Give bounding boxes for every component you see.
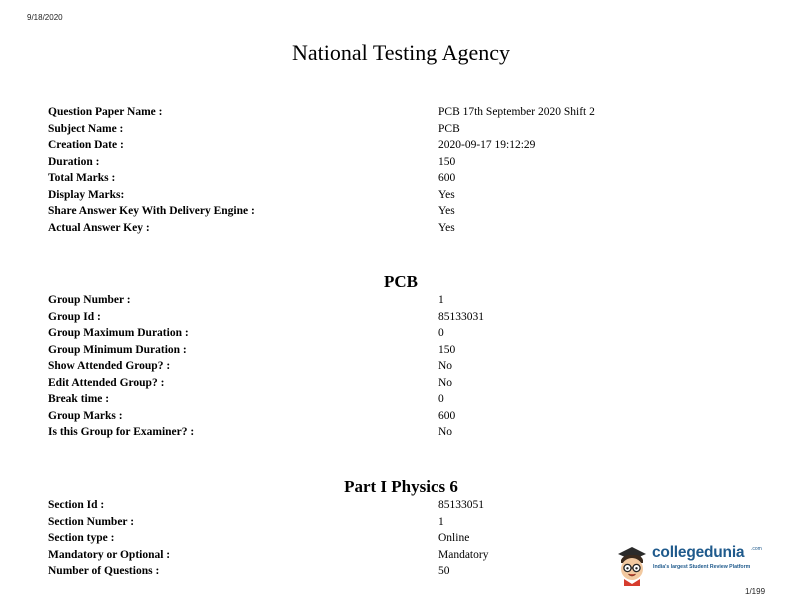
info-value: PCB 17th September 2020 Shift 2 [438, 106, 595, 118]
info-label: Group Maximum Duration : [48, 327, 189, 339]
info-row [0, 393, 792, 410]
info-label: Mandatory or Optional : [48, 548, 171, 561]
info-label: Break time : [48, 393, 110, 405]
info-row [0, 426, 792, 443]
info-label: Edit Attended Group? : [48, 376, 165, 389]
print-date: 9/18/2020 [27, 13, 63, 22]
info-row [0, 311, 792, 328]
info-value: No [438, 360, 453, 372]
info-row [0, 123, 792, 140]
info-value: No [438, 376, 453, 389]
info-value: 600 [438, 409, 456, 422]
info-label: Total Marks : [48, 172, 116, 184]
info-value: Online [438, 532, 470, 544]
info-row [0, 172, 792, 189]
info-value: 1 [438, 294, 444, 306]
info-value: 85133031 [438, 310, 484, 323]
info-label: Subject Name : [48, 122, 124, 135]
info-label: Show Attended Group? : [48, 360, 171, 372]
info-row [0, 516, 792, 533]
info-label: Group Marks : [48, 409, 123, 422]
info-row [0, 156, 792, 173]
info-label: Group Minimum Duration : [48, 343, 187, 356]
page-title: National Testing Agency [291, 40, 510, 65]
info-row [0, 189, 792, 206]
info-label: Number of Questions : [48, 565, 160, 577]
info-row [0, 222, 792, 239]
section-heading: Part I Physics 6 [344, 477, 458, 496]
info-value: 1 [438, 515, 444, 528]
info-label: Section Id : [48, 499, 105, 511]
logo-tld: .com [751, 546, 762, 552]
info-label: Question Paper Name : [48, 106, 163, 118]
info-value: 50 [438, 565, 450, 577]
logo-wordmark: collegedunia [652, 544, 745, 561]
info-label: Creation Date : [48, 139, 124, 151]
info-value: 0 [438, 327, 444, 339]
info-label: Actual Answer Key : [48, 221, 150, 234]
info-label: Section type : [48, 532, 115, 544]
info-value: Yes [438, 188, 455, 201]
info-row [0, 344, 792, 361]
group-info-block [0, 294, 792, 443]
info-value: 0 [438, 393, 444, 405]
info-row [0, 294, 792, 311]
info-row [0, 410, 792, 427]
info-value: 150 [438, 343, 456, 356]
info-value: 2020-09-17 19:12:29 [438, 139, 536, 151]
info-label: Display Marks: [48, 188, 125, 201]
info-value: PCB [438, 122, 460, 135]
info-label: Share Answer Key With Delivery Engine : [48, 205, 255, 217]
info-value: 85133051 [438, 499, 484, 511]
info-row [0, 139, 792, 156]
info-row [0, 360, 792, 377]
group-heading: PCB [384, 272, 418, 291]
info-row [0, 327, 792, 344]
info-label: Group Number : [48, 294, 131, 306]
info-value: No [438, 426, 453, 438]
info-row [0, 106, 792, 123]
page-number: 1/199 [745, 587, 766, 596]
info-value: 600 [438, 172, 456, 184]
info-label: Is this Group for Examiner? : [48, 426, 195, 438]
info-value: Yes [438, 205, 455, 217]
info-row [0, 205, 792, 222]
collegedunia-logo [612, 542, 762, 586]
info-label: Group Id : [48, 310, 101, 323]
info-value: Mandatory [438, 548, 489, 561]
student-mascot-icon [612, 542, 652, 586]
info-row [0, 499, 792, 516]
info-row [0, 377, 792, 394]
paper-info-block [0, 106, 792, 238]
info-value: 150 [438, 155, 456, 168]
info-label: Duration : [48, 155, 100, 168]
info-label: Section Number : [48, 515, 135, 528]
info-value: Yes [438, 221, 455, 234]
logo-tagline: India's largest Student Review Platform [653, 564, 751, 570]
